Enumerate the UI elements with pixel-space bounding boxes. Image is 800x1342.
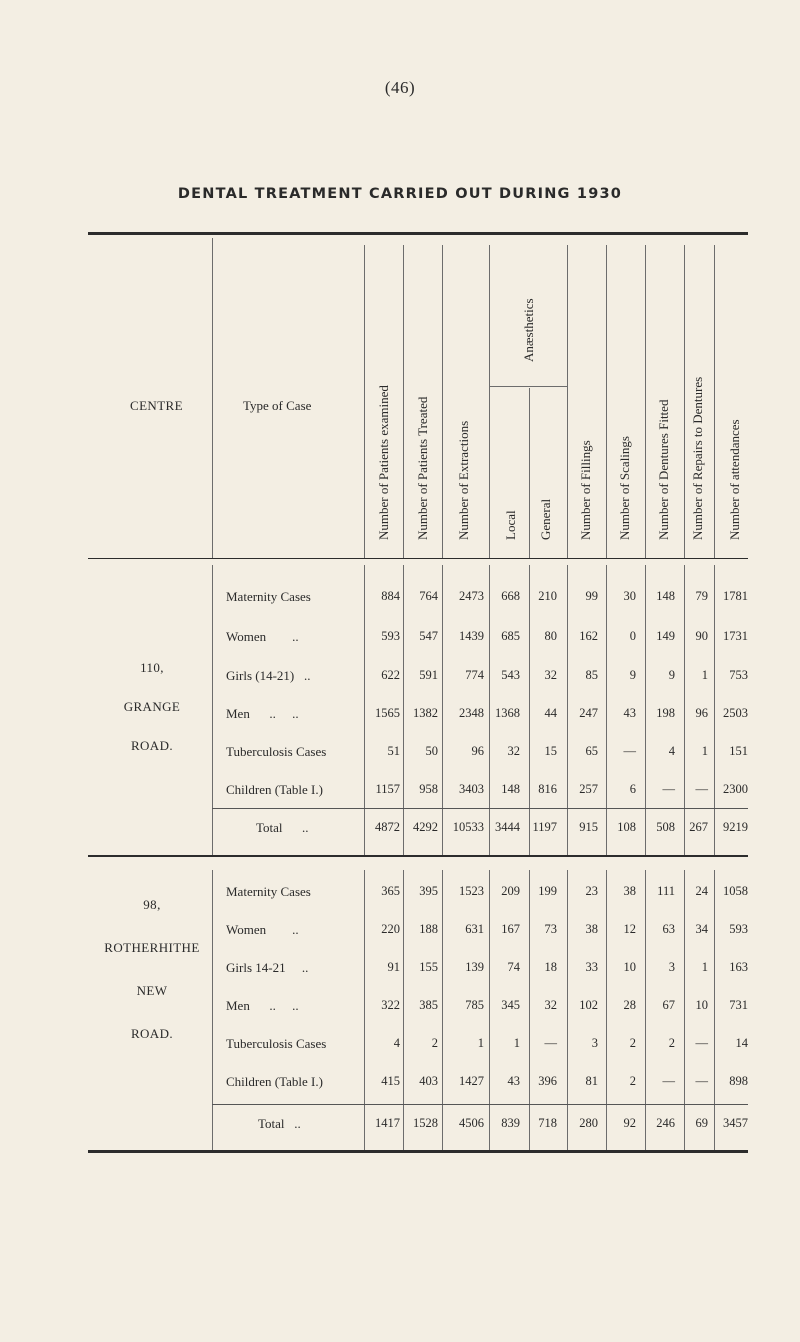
header-attendances: Number of attendances bbox=[727, 419, 742, 540]
table-row-cell: 3 bbox=[591, 1036, 598, 1050]
table-row-cell: 74 bbox=[507, 960, 520, 974]
column-rule bbox=[212, 565, 213, 855]
table-row-cell: 10 bbox=[695, 998, 708, 1012]
column-rule bbox=[684, 245, 685, 558]
header-repairs-to-dentures: Number of Repairs to Dentures bbox=[690, 376, 705, 540]
table-row-cell: 1 bbox=[701, 744, 708, 758]
table-row-cell: 1 bbox=[513, 1036, 520, 1050]
total-row-cell: 267 bbox=[689, 820, 708, 834]
table-row-cell: 199 bbox=[538, 884, 557, 898]
table-row-cell: 32 bbox=[544, 998, 557, 1012]
table-row-cell: 2473 bbox=[459, 589, 484, 603]
column-rule bbox=[212, 238, 213, 558]
table-row-cell: 102 bbox=[579, 998, 598, 1012]
table-row-cell: 149 bbox=[656, 629, 675, 643]
table-row-cell: 2300 bbox=[723, 782, 748, 796]
table-row-cell: 4 bbox=[668, 744, 675, 758]
table-row-cell: 1 bbox=[701, 668, 708, 682]
table-row-label: Maternity Cases bbox=[226, 884, 311, 899]
table-row-cell: 3403 bbox=[459, 782, 484, 796]
table-row-cell: 30 bbox=[623, 589, 636, 603]
column-rule bbox=[364, 245, 365, 558]
total-separator-rule bbox=[212, 808, 748, 809]
header-general: General bbox=[538, 498, 553, 540]
total-row-cell: 3457 bbox=[723, 1116, 748, 1130]
table-row-label: Girls (14-21) .. bbox=[226, 668, 311, 683]
table-row-label: Maternity Cases bbox=[226, 589, 311, 604]
header-type-of-case: Type of Case bbox=[243, 398, 312, 413]
table-row-cell: 91 bbox=[387, 960, 400, 974]
table-row-cell: 1368 bbox=[495, 706, 520, 720]
table-row-cell: 1 bbox=[477, 1036, 484, 1050]
table-row-cell: 3 bbox=[668, 960, 675, 974]
centre-name-line: NEW bbox=[136, 983, 168, 998]
table-row-cell: — bbox=[695, 1036, 708, 1050]
table-row-cell: 884 bbox=[381, 589, 400, 603]
document-title: DENTAL TREATMENT CARRIED OUT DURING 1930 bbox=[177, 186, 623, 202]
table-row-cell: 2503 bbox=[723, 706, 748, 720]
table-row-cell: 96 bbox=[695, 706, 708, 720]
total-row-cell: 1528 bbox=[413, 1116, 438, 1130]
table-row-cell: 6 bbox=[629, 782, 636, 796]
table-row-cell: 139 bbox=[465, 960, 484, 974]
table-row-cell: 1058 bbox=[723, 884, 748, 898]
table-row-cell: 81 bbox=[585, 1074, 598, 1088]
table-row-cell: 4 bbox=[393, 1036, 400, 1050]
table-row-cell: 99 bbox=[585, 589, 598, 603]
total-row-cell: 9219 bbox=[723, 820, 748, 834]
total-row-cell: 3444 bbox=[495, 820, 520, 834]
table-row-cell: 365 bbox=[381, 884, 400, 898]
table-row-cell: 43 bbox=[623, 706, 636, 720]
table-row-cell: 9 bbox=[668, 668, 675, 682]
column-rule bbox=[645, 245, 646, 558]
table-row-cell: 685 bbox=[501, 629, 520, 643]
table-row-cell: 96 bbox=[471, 744, 484, 758]
table-row-cell: 322 bbox=[381, 998, 400, 1012]
table-row-cell: 1523 bbox=[459, 884, 484, 898]
table-row-cell: 23 bbox=[585, 884, 598, 898]
header-bottom-rule bbox=[88, 558, 748, 559]
table-row-cell: 28 bbox=[623, 998, 636, 1012]
total-separator-rule bbox=[212, 1104, 748, 1105]
table-row-cell: 0 bbox=[629, 629, 636, 643]
table-row-cell: 898 bbox=[729, 1074, 748, 1088]
header-fillings: Number of Fillings bbox=[578, 440, 593, 540]
table-row-cell: 403 bbox=[419, 1074, 438, 1088]
table-row-cell: 593 bbox=[729, 922, 748, 936]
table-row-cell: 958 bbox=[419, 782, 438, 796]
total-row-label: Total .. bbox=[256, 820, 309, 835]
header-patients-examined: Number of Patients examined bbox=[376, 385, 391, 540]
table-row-cell: 816 bbox=[538, 782, 557, 796]
table-row-cell: — bbox=[544, 1036, 557, 1050]
total-row-label: Total .. bbox=[258, 1116, 301, 1131]
table-row-cell: 12 bbox=[623, 922, 636, 936]
table-row-cell: 73 bbox=[544, 922, 557, 936]
table-row-cell: 2 bbox=[668, 1036, 675, 1050]
column-rule bbox=[606, 245, 607, 558]
table-row-cell: 210 bbox=[538, 589, 557, 603]
table-row-cell: — bbox=[623, 744, 636, 758]
page-number: (46) bbox=[384, 78, 416, 97]
total-row-cell: 1197 bbox=[532, 820, 557, 834]
table-row-cell: 198 bbox=[656, 706, 675, 720]
table-row-cell: 396 bbox=[538, 1074, 557, 1088]
column-rule bbox=[529, 388, 530, 558]
table-row-cell: 2 bbox=[431, 1036, 438, 1050]
centre-name-line: 110, bbox=[140, 660, 164, 675]
table-row-cell: 2 bbox=[629, 1036, 636, 1050]
table-row-cell: — bbox=[662, 1074, 675, 1088]
table-row-label: Children (Table I.) bbox=[226, 1074, 323, 1089]
table-row-label: Men .. .. bbox=[226, 998, 299, 1013]
table-row-cell: 155 bbox=[419, 960, 438, 974]
table-row-cell: 33 bbox=[585, 960, 598, 974]
total-row-cell: 4506 bbox=[459, 1116, 484, 1130]
table-row-cell: 345 bbox=[501, 998, 520, 1012]
table-row-cell: 622 bbox=[381, 668, 400, 682]
table-row-cell: 44 bbox=[544, 706, 557, 720]
table-row-cell: 10 bbox=[623, 960, 636, 974]
table-row-cell: 34 bbox=[695, 922, 708, 936]
total-row-cell: 280 bbox=[579, 1116, 598, 1130]
table-row-cell: 14 bbox=[735, 1036, 748, 1050]
table-top-rule bbox=[88, 232, 748, 235]
table-row-cell: 79 bbox=[695, 589, 708, 603]
table-row-cell: 51 bbox=[387, 744, 400, 758]
table-bottom-rule bbox=[88, 1150, 748, 1153]
total-row-cell: 92 bbox=[623, 1116, 636, 1130]
table-row-label: Tuberculosis Cases bbox=[226, 744, 327, 759]
total-row-cell: 1417 bbox=[375, 1116, 400, 1130]
table-row-cell: 593 bbox=[381, 629, 400, 643]
table-row-cell: 38 bbox=[585, 922, 598, 936]
table-row-cell: 15 bbox=[544, 744, 557, 758]
column-rule bbox=[212, 870, 213, 1150]
table-row-cell: — bbox=[695, 1074, 708, 1088]
table-row-cell: 385 bbox=[419, 998, 438, 1012]
table-row-cell: 764 bbox=[419, 589, 438, 603]
table-row-cell: 32 bbox=[507, 744, 520, 758]
table-row-cell: 65 bbox=[585, 744, 598, 758]
header-scalings: Number of Scalings bbox=[617, 436, 632, 540]
table-row-cell: 753 bbox=[729, 668, 748, 682]
table-row-cell: 167 bbox=[501, 922, 520, 936]
table-row-cell: 1157 bbox=[375, 782, 400, 796]
header-anaesthetics: Anæsthetics bbox=[521, 298, 536, 362]
centre-name-line: 98, bbox=[143, 897, 161, 912]
header-patients-treated: Number of Patients Treated bbox=[415, 396, 430, 540]
table-row-cell: 247 bbox=[579, 706, 598, 720]
total-row-cell: 69 bbox=[695, 1116, 708, 1130]
table-row-label: Women .. bbox=[226, 629, 299, 644]
table-row-cell: 43 bbox=[507, 1074, 520, 1088]
table-row-cell: 9 bbox=[629, 668, 636, 682]
column-rule bbox=[403, 245, 404, 558]
table-row-cell: 90 bbox=[695, 629, 708, 643]
table-row-cell: 547 bbox=[419, 629, 438, 643]
column-rule bbox=[489, 245, 490, 558]
header-centre: CENTRE bbox=[130, 398, 183, 413]
table-row-cell: 2348 bbox=[459, 706, 484, 720]
table-row-cell: 148 bbox=[656, 589, 675, 603]
total-row-cell: 4872 bbox=[375, 820, 400, 834]
centre-separator-rule bbox=[88, 855, 748, 857]
table-row-cell: 774 bbox=[465, 668, 484, 682]
centre-name-line: ROAD. bbox=[130, 1026, 174, 1041]
table-row-cell: 38 bbox=[623, 884, 636, 898]
table-row-cell: 148 bbox=[501, 782, 520, 796]
column-rule bbox=[567, 245, 568, 558]
table-row-label: Women .. bbox=[226, 922, 299, 937]
table-row-cell: 67 bbox=[662, 998, 675, 1012]
table-row-cell: 24 bbox=[695, 884, 708, 898]
table-row-cell: 785 bbox=[465, 998, 484, 1012]
table-row-cell: 591 bbox=[419, 668, 438, 682]
total-row-cell: 4292 bbox=[413, 820, 438, 834]
total-row-cell: 915 bbox=[579, 820, 598, 834]
table-row-cell: 188 bbox=[419, 922, 438, 936]
column-rule bbox=[714, 245, 715, 558]
table-row-cell: 32 bbox=[544, 668, 557, 682]
table-row-cell: 209 bbox=[501, 884, 520, 898]
table-row-cell: 111 bbox=[657, 884, 675, 898]
table-row-cell: 543 bbox=[501, 668, 520, 682]
header-dentures-fitted: Number of Dentures Fitted bbox=[656, 399, 671, 540]
table-row-label: Children (Table I.) bbox=[226, 782, 323, 797]
table-row-cell: 63 bbox=[662, 922, 675, 936]
total-row-cell: 839 bbox=[501, 1116, 520, 1130]
table-row-label: Tuberculosis Cases bbox=[226, 1036, 327, 1051]
table-row-cell: 163 bbox=[729, 960, 748, 974]
table-row-cell: 1382 bbox=[413, 706, 438, 720]
centre-name-line: ROTHERHITHE bbox=[104, 940, 200, 955]
table-row-cell: — bbox=[662, 782, 675, 796]
table-row-cell: 631 bbox=[465, 922, 484, 936]
table-row-label: Men .. .. bbox=[226, 706, 299, 721]
anaesthetics-split-rule bbox=[490, 386, 568, 387]
column-rule bbox=[442, 245, 443, 558]
table-row-cell: 1439 bbox=[459, 629, 484, 643]
table-row-cell: 257 bbox=[579, 782, 598, 796]
centre-name-line: GRANGE bbox=[123, 699, 181, 714]
table-row-cell: 731 bbox=[729, 998, 748, 1012]
total-row-cell: 246 bbox=[656, 1116, 675, 1130]
table-row-cell: 1427 bbox=[459, 1074, 484, 1088]
total-row-cell: 108 bbox=[617, 820, 636, 834]
table-row-label: Girls 14-21 .. bbox=[226, 960, 309, 975]
table-row-cell: 415 bbox=[381, 1074, 400, 1088]
table-row-cell: 1781 bbox=[723, 589, 748, 603]
header-extractions: Number of Extractions bbox=[456, 420, 471, 540]
table-row-cell: 668 bbox=[501, 589, 520, 603]
table-row-cell: 2 bbox=[629, 1074, 636, 1088]
table-row-cell: 1 bbox=[701, 960, 708, 974]
centre-name-line: ROAD. bbox=[130, 738, 174, 753]
table-row-cell: 395 bbox=[419, 884, 438, 898]
table-row-cell: — bbox=[695, 782, 708, 796]
table-row-cell: 50 bbox=[425, 744, 438, 758]
table-row-cell: 220 bbox=[381, 922, 400, 936]
table-row-cell: 80 bbox=[544, 629, 557, 643]
total-row-cell: 10533 bbox=[452, 820, 484, 834]
table-row-cell: 85 bbox=[585, 668, 598, 682]
table-row-cell: 18 bbox=[544, 960, 557, 974]
table-row-cell: 151 bbox=[729, 744, 748, 758]
total-row-cell: 718 bbox=[538, 1116, 557, 1130]
table-row-cell: 162 bbox=[579, 629, 598, 643]
header-local: Local bbox=[503, 510, 518, 540]
total-row-cell: 508 bbox=[656, 820, 675, 834]
table-row-cell: 1565 bbox=[375, 706, 400, 720]
table-row-cell: 1731 bbox=[723, 629, 748, 643]
